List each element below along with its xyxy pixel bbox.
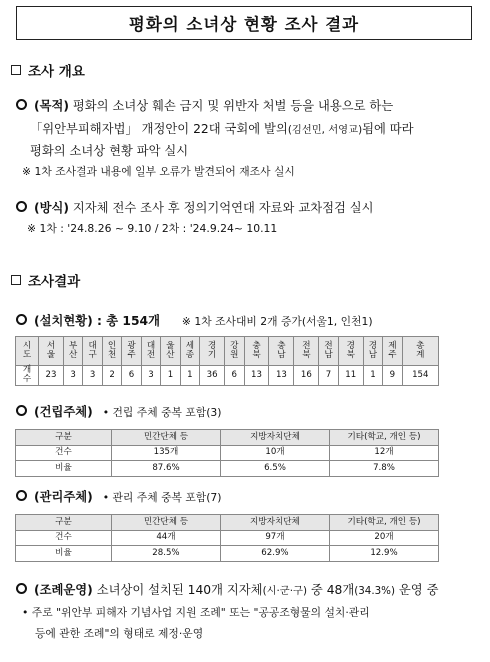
install-region-cell: 총 계 [402,337,438,366]
manage-header-cell: 구분 [16,515,112,531]
install-region-cell: 경 남 [363,337,382,366]
manage-row [16,546,439,562]
install-count-cell: 16 [294,366,319,386]
install-count-cell: 23 [39,366,64,386]
ordinance-line [16,580,438,598]
build-header-cell: 구분 [16,430,112,446]
circle-bullet-icon [16,201,27,212]
build-header-row [16,430,439,446]
circle-bullet-icon [16,405,27,416]
build-line [16,402,222,420]
build-header-cell: 지방자치단체 [221,430,330,446]
install-region-cell: 충 남 [269,337,294,366]
square-bullet-icon [11,275,21,285]
ordinance-note-2: 등에 관한 조례"의 형태로 제정·운영 [35,627,204,640]
build-header-cell: 민간단체 등 [111,430,220,446]
install-region-cell: 대 구 [83,337,102,366]
install-region-cell: 전 남 [319,337,338,366]
install-count-cell: 3 [63,366,82,386]
manage-header-cell: 지방자치단체 [220,515,329,531]
purpose-note: ※ 1차 조사결과 내용에 일부 오류가 발견되어 재조사 실시 [22,165,295,178]
build-cell: 비율 [16,461,112,477]
ordinance-label: (조례운영) [34,583,93,597]
circle-bullet-icon [16,99,27,110]
method-label: (방식) [34,201,69,215]
purpose-line-3: 평화의 소녀상 현황 파악 실시 [30,144,189,158]
build-cell: 6.5% [221,461,330,477]
manage-cell: 12.9% [329,546,438,562]
manage-header-cell: 민간단체 등 [111,515,220,531]
ordinance-text-c: 중 48개 [310,583,355,597]
install-region-cell: 울 산 [161,337,180,366]
install-count-cell: 3 [141,366,160,386]
ordinance-note-1: • 주로 "위안부 피해자 기념사업 지원 조례" 또는 "공공조형물의 설치·관리 [22,606,370,619]
method-note: ※ 1차 : '24.8.26 ~ 9.10 / 2차 : '24.9.24~ 10.11 [27,222,278,235]
manage-cell: 28.5% [111,546,220,562]
method-text: 지자체 전수 조사 후 정의기억연대 자료와 교차점검 실시 [72,201,374,215]
ordinance-text-b: (시·군·구) [262,585,307,597]
purpose-text-2c: 됨에 따라 [362,122,414,136]
install-region-cell: 인 천 [102,337,121,366]
install-label: (설치현황) : 총 154개 [34,314,160,328]
build-label: (건립주체) [34,405,93,419]
method-line [16,198,374,216]
document-title: 평화의 소녀상 현황 조사 결과 [16,6,472,40]
install-count-cell: 2 [102,366,121,386]
manage-cell: 20개 [329,530,438,546]
manage-cell: 건수 [16,530,112,546]
manage-label: (관리주체) [34,490,93,504]
section-overview-heading [11,60,85,80]
install-region-cell: 경 기 [200,337,225,366]
circle-bullet-icon [16,583,27,594]
build-row [16,445,439,461]
ordinance-text-e: 운영 중 [398,583,439,597]
build-cell: 건수 [16,445,112,461]
install-count-cell: 1 [363,366,382,386]
install-count-cell: 1 [161,366,180,386]
install-region-cell: 경 북 [338,337,363,366]
manage-cell: 비율 [16,546,112,562]
purpose-text-2a: 「위안부피해자법」 개정안이 22대 국회에 발의 [30,122,288,136]
build-note: • 건립 주체 중복 포함(3) [102,406,222,419]
install-count-cell: 6 [225,366,244,386]
install-count-cell: 7 [319,366,338,386]
install-region-cell: 전 북 [294,337,319,366]
section-overview-label: 조사 개요 [28,64,85,80]
install-count-cell: 3 [83,366,102,386]
build-row [16,461,439,477]
manage-cell: 62.9% [220,546,329,562]
manage-table [15,514,439,562]
manage-cell: 97개 [220,530,329,546]
section-results-heading [11,270,80,290]
install-region-cell: 강 원 [225,337,244,366]
build-header-cell: 기타(학교, 개인 등) [330,430,439,446]
build-cell: 135개 [111,445,220,461]
install-region-cell: 제 주 [383,337,402,366]
build-cell: 7.8% [330,461,439,477]
purpose-line-1 [16,96,393,114]
manage-line [16,487,222,505]
install-count-cell: 13 [244,366,269,386]
install-count-cell: 9 [383,366,402,386]
install-value-label: 개 수 [16,366,39,386]
manage-header-cell: 기타(학교, 개인 등) [329,515,438,531]
square-bullet-icon [11,65,21,75]
install-region-cell: 서 울 [39,337,64,366]
build-cell: 87.6% [111,461,220,477]
section-results-label: 조사결과 [28,274,81,290]
manage-note: • 관리 주체 중복 포함(7) [102,491,222,504]
install-count-cell: 154 [402,366,438,386]
install-region-cell: 광 주 [122,337,141,366]
install-count-cell: 36 [200,366,225,386]
install-region-cell: 세 종 [180,337,199,366]
install-region-cell: 충 북 [244,337,269,366]
install-count-cell: 6 [122,366,141,386]
purpose-text-1: 평화의 소녀상 훼손 금지 및 위반자 처벌 등을 내용으로 하는 [72,99,394,113]
purpose-line-2 [30,119,414,137]
manage-header-row [16,515,439,531]
build-table [15,429,439,477]
ordinance-text-a: 소녀상이 설치된 140개 지자체 [96,583,263,597]
manage-row [16,530,439,546]
install-region-cell: 부 산 [63,337,82,366]
install-count-row [16,366,439,386]
install-count-cell: 11 [338,366,363,386]
install-header-row [16,337,439,366]
install-header-label: 시 도 [16,337,39,366]
install-table [15,336,439,386]
install-count-cell: 13 [269,366,294,386]
purpose-text-2b: (김선민, 서영교) [287,124,363,136]
manage-cell: 44개 [111,530,220,546]
circle-bullet-icon [16,314,27,325]
build-cell: 10개 [221,445,330,461]
ordinance-text-d: (34.3%) [354,585,395,597]
install-count-cell: 1 [180,366,199,386]
circle-bullet-icon [16,490,27,501]
install-region-cell: 대 전 [141,337,160,366]
install-note: ※ 1차 조사대비 2개 증가(서울1, 인천1) [181,315,373,328]
build-cell: 12개 [330,445,439,461]
install-line [16,311,373,329]
purpose-label: (목적) [34,99,69,113]
